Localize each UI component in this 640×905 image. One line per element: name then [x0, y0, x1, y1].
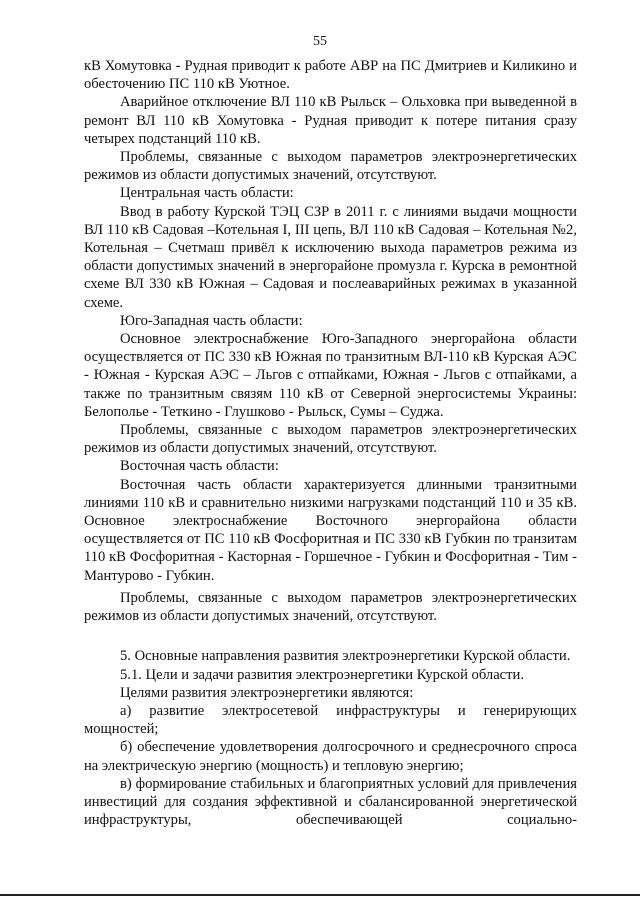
paragraph-3: Проблемы, связанные с выходом параметров электроэнергетических режимов из области допустимых значений, отсутствуют.: [84, 149, 577, 184]
list-item-a: а) развитие электросетевой инфраструктуры и генерирующих мощностей;: [84, 702, 577, 738]
paragraph-1: кВ Хомутовка - Рудная приводит к работе АВР на ПС Дмитриев и Киликино и обесточению ПС 110 кВ Уютное.: [84, 58, 577, 93]
section-label-east: Восточная часть области:: [120, 458, 279, 475]
page-number: 55: [313, 34, 327, 49]
paragraph-7: Основное электроснабжение Юго-Западного энергорайона области осуществляется от ПС 330 кВ Южная по транзитным ВЛ-110 кВ Курская АЭС - Южная - Курская АЭС – Льгов с отпайками, Южная - Льгов с отпайками, а также по транзитным связям 110 кВ от Северной энергосистемы Украины: Белополье - Теткино - Глушково - Рыльск, Сумы – Суджа.: [84, 331, 577, 420]
section-label-central: Центральная часть области:: [120, 185, 294, 202]
list-item-v: в) формирование стабильных и благоприятных условий для привлечения инвестиций для создания эффективной и сбалансированной энергетической инфраструктуры, обеспечивающей социально-: [84, 775, 577, 829]
body-text: [84, 57, 577, 829]
paragraph-2: Аварийное отключение ВЛ 110 кВ Рыльск – Ольховка при выведенной в ремонт ВЛ 110 кВ Хомутовка - Рудная приводит к потере питания сразу четырех подстанций 110 кВ.: [84, 94, 577, 147]
bottom-rule: [0, 894, 640, 896]
paragraph-10: Восточная часть области характеризуется длинными транзитными линиями 110 кВ и сравнительно низкими нагрузками подстанций 110 и 35 кВ. Основное электроснабжение Восточного энергорайона области осуществляется от ПС 110 кВ Фосфоритная и ПС 330 кВ Губкин по транзитам 110 кВ Фосфоритная - Касторная - Горшечное - Губкин и Фосфоритная - Тим - Мантурово - Губкин.: [84, 476, 577, 584]
paragraph-5: Ввод в работу Курской ТЭЦ СЗР в 2011 г. с линиями выдачи мощности ВЛ 110 кВ Садовая –Котельная I, III цепь, ВЛ 110 кВ Садовая – Котельная №2, Котельная – Счетмаш привёл к исключению выхода параметров режима из области допустимых значений в энергорайоне промузла г. Курска в ремонтной схеме ВЛ 330 кВ Южная – Садовая и послеаварийных режимах в указанной схеме.: [84, 203, 577, 311]
paragraph-11: Проблемы, связанные с выходом параметров электроэнергетических режимов из области допустимых значений, отсутствуют.: [84, 589, 577, 625]
paragraph-goals-intro: Целями развития электроэнергетики являются:: [120, 684, 414, 701]
section-label-southwest: Юго-Западная часть области:: [120, 312, 303, 329]
subsection-heading-5-1: 5.1. Цели и задачи развития электроэнергетики Курской области.: [120, 666, 524, 683]
list-item-b: б) обеспечение удовлетворения долгосрочного и среднесрочного спроса на электрическую энергию (мощность) и тепловую энергию;: [84, 739, 577, 774]
paragraph-8: Проблемы, связанные с выходом параметров электроэнергетических режимов из области допустимых значений, отсутствуют.: [84, 422, 577, 457]
section-heading-5: 5. Основные направления развития электроэнергетики Курской области.: [120, 648, 571, 665]
